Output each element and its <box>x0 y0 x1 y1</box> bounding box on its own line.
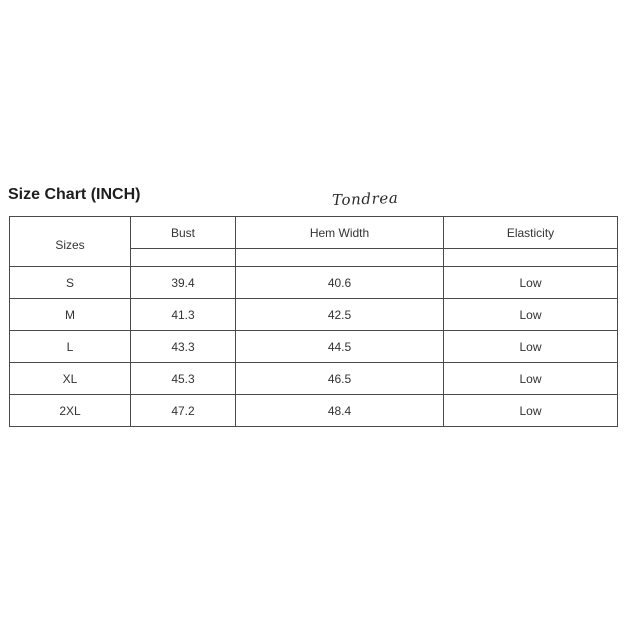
table-row <box>10 299 618 331</box>
cell-hem-width: 46.5 <box>236 363 444 395</box>
header-elasticity: Elasticity <box>444 217 618 249</box>
subheader-bust-cell <box>131 249 236 267</box>
table-header-row <box>10 217 618 249</box>
table-row <box>10 363 618 395</box>
cell-size: M <box>10 299 131 331</box>
cell-elasticity: Low <box>444 267 618 299</box>
cell-size: S <box>10 267 131 299</box>
cell-bust: 39.4 <box>131 267 236 299</box>
brand-logo-text: Tondrea <box>331 188 399 210</box>
cell-bust: 45.3 <box>131 363 236 395</box>
header-sizes: Sizes <box>10 217 131 267</box>
cell-size: 2XL <box>10 395 131 427</box>
table-row <box>10 267 618 299</box>
table-row <box>10 395 618 427</box>
cell-elasticity: Low <box>444 363 618 395</box>
cell-hem-width: 42.5 <box>236 299 444 331</box>
cell-elasticity: Low <box>444 331 618 363</box>
cell-hem-width: 40.6 <box>236 267 444 299</box>
cell-elasticity: Low <box>444 395 618 427</box>
cell-size: XL <box>10 363 131 395</box>
cell-bust: 43.3 <box>131 331 236 363</box>
header-bust: Bust <box>131 217 236 249</box>
size-chart-table <box>9 216 618 427</box>
cell-bust: 47.2 <box>131 395 236 427</box>
subheader-hem-width-cell <box>236 249 444 267</box>
subheader-elasticity-cell <box>444 249 618 267</box>
table-row <box>10 331 618 363</box>
page-title: Size Chart (INCH) <box>8 186 141 203</box>
cell-hem-width: 48.4 <box>236 395 444 427</box>
cell-hem-width: 44.5 <box>236 331 444 363</box>
cell-bust: 41.3 <box>131 299 236 331</box>
cell-elasticity: Low <box>444 299 618 331</box>
header-hem-width: Hem Width <box>236 217 444 249</box>
cell-size: L <box>10 331 131 363</box>
